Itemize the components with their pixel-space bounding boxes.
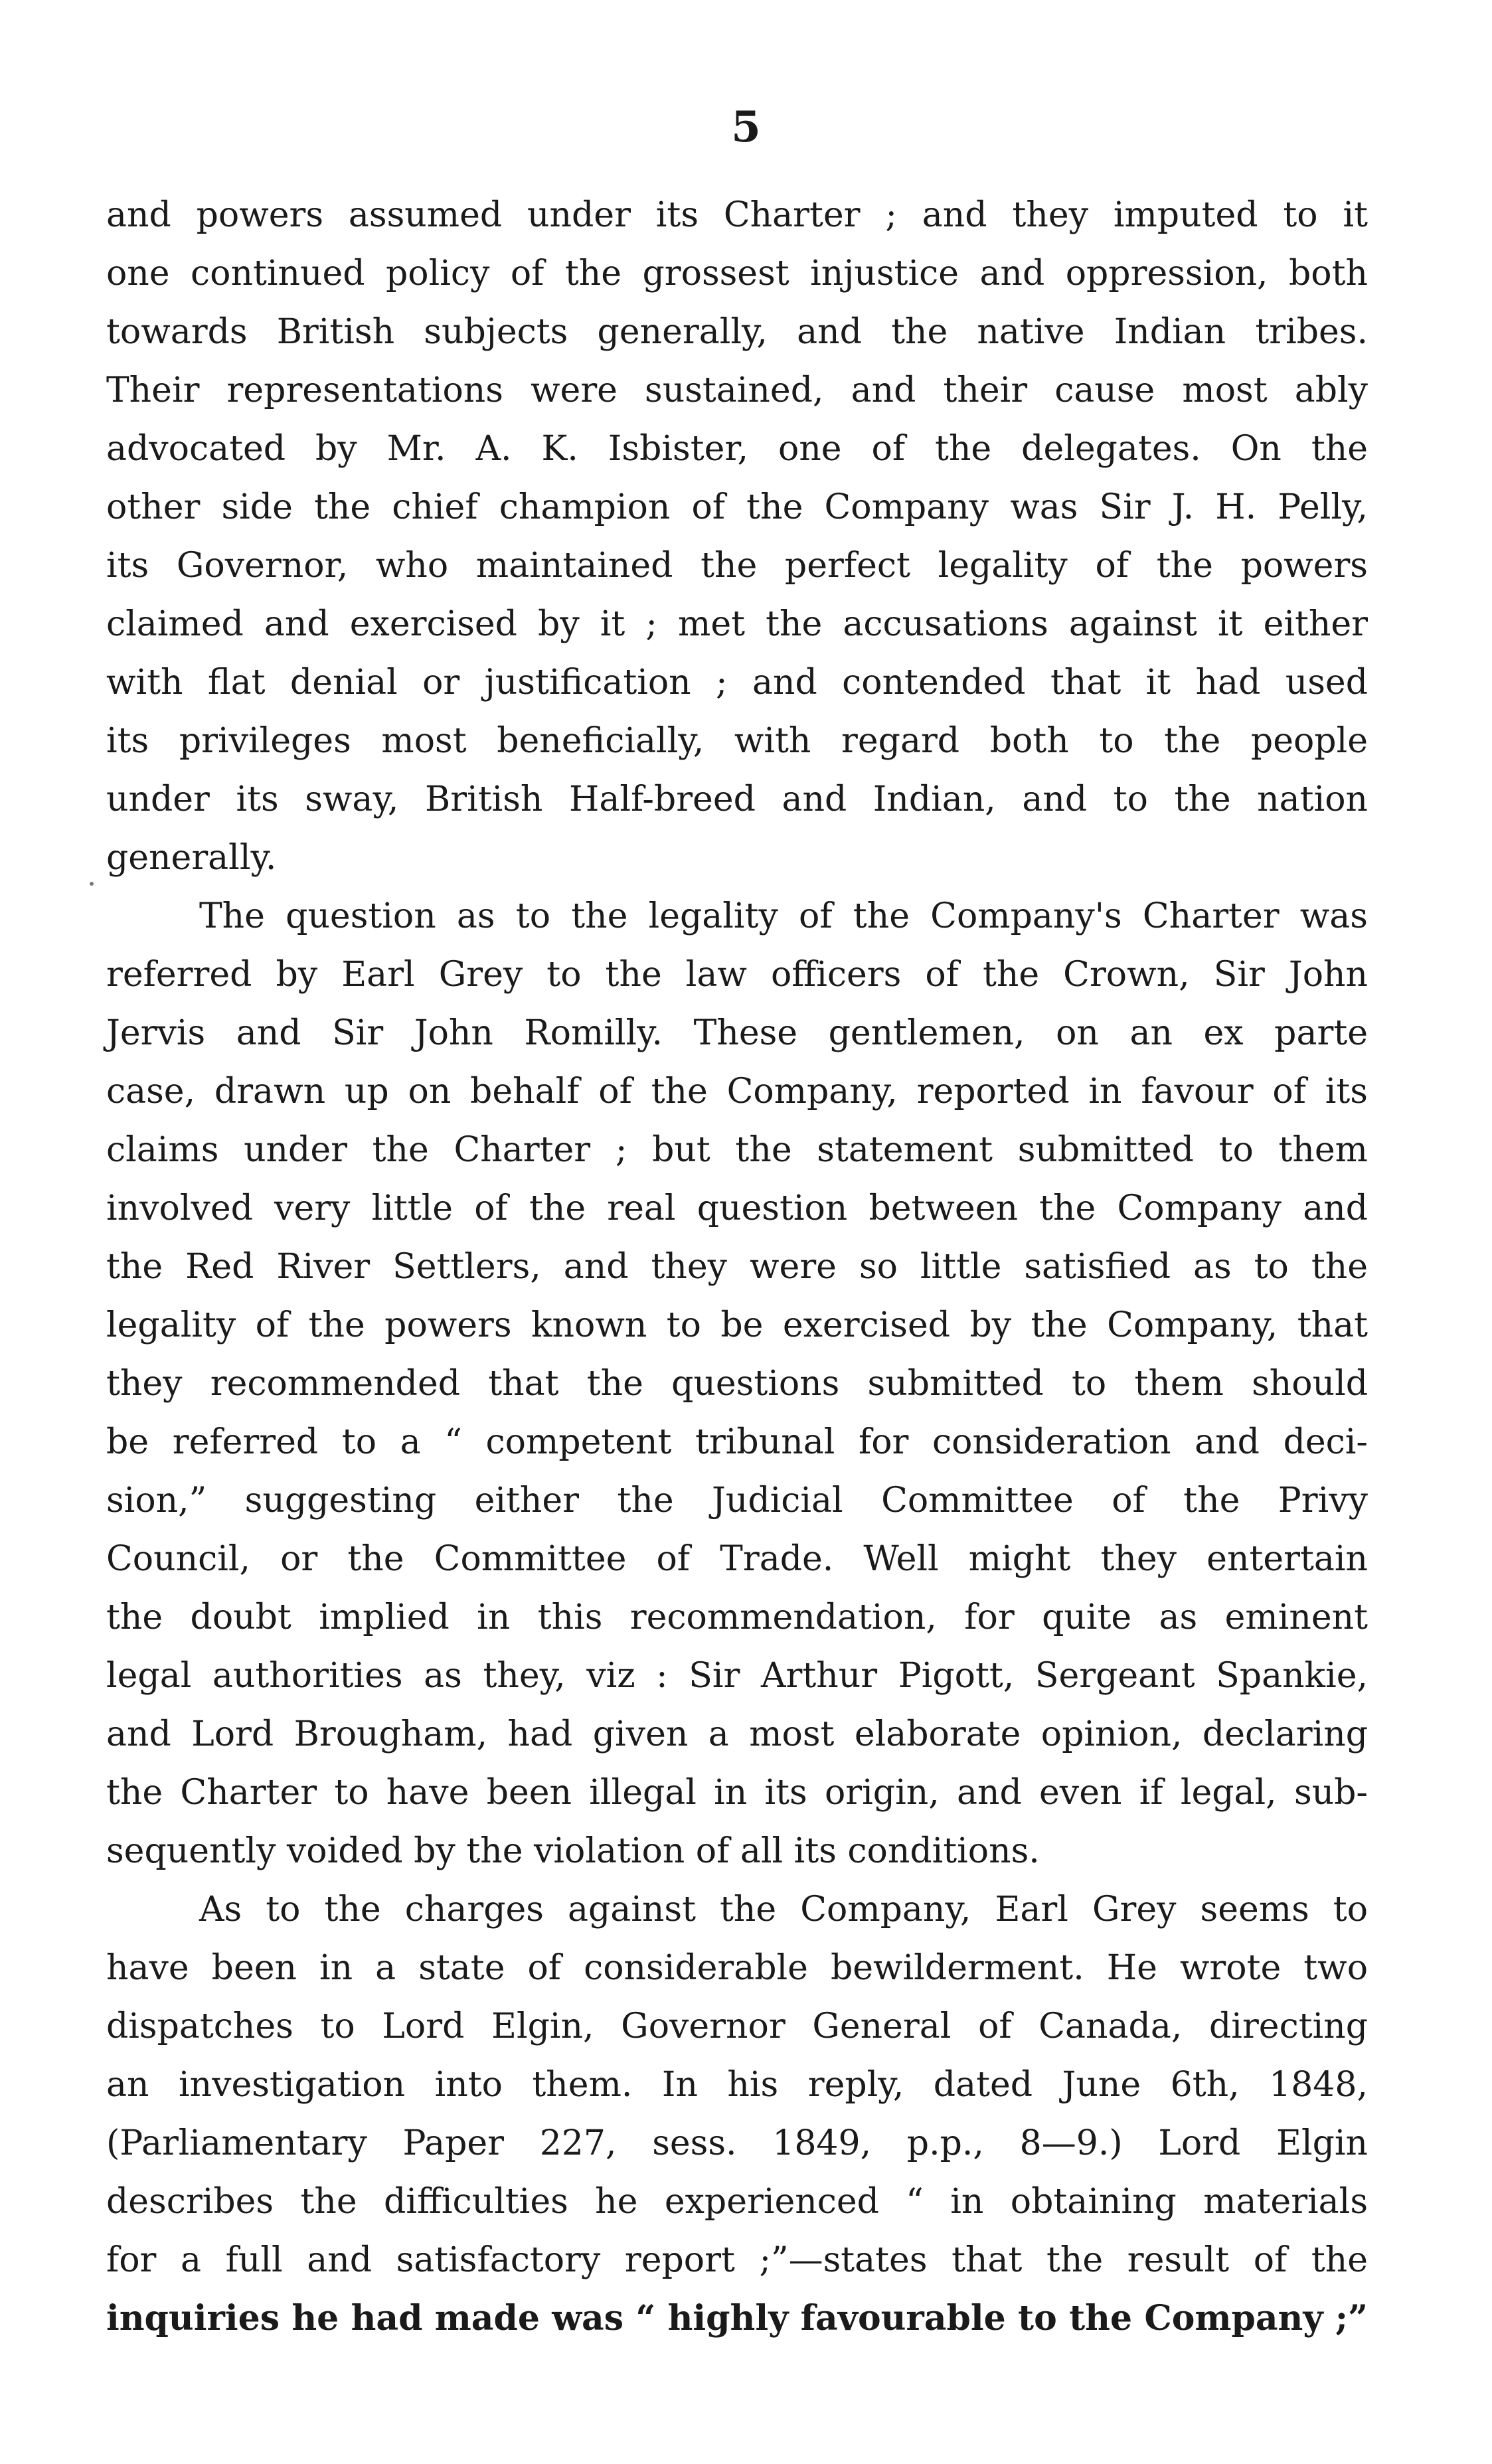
text-line: one continued policy of the grossest injustice and oppression, both — [106, 254, 1368, 293]
text-line: (Parliamentary Paper 227, sess. 1849, p.p., 8—9.) Lord Elgin — [106, 2123, 1368, 2163]
text-line: sion,” suggesting either the Judicial Committee of the Privy — [106, 1481, 1368, 1520]
text-line: the doubt implied in this recommendation, for quite as eminent — [106, 1598, 1368, 1637]
text-line: advocated by Mr. A. K. Isbister, one of the delegates. On the — [106, 429, 1368, 469]
text-line: Jervis and Sir John Romilly. These gentlemen, on an ex parte — [106, 1013, 1368, 1053]
text-line: sequently voided by the violation of all its conditions. — [106, 1831, 1040, 1871]
text-line: they recommended that the questions submitted to them should — [106, 1364, 1368, 1404]
text-line: its privileges most beneficially, with regard both to the people — [106, 721, 1368, 761]
text-line: dispatches to Lord Elgin, Governor General of Canada, directing — [106, 2007, 1368, 2046]
text-line: inquiries he had made was “ highly favourable to the Company ;” — [106, 2298, 1368, 2339]
text-line: its Governor, who maintained the perfect legality of the powers — [106, 546, 1368, 586]
text-line: the Red River Settlers, and they were so little satisfied as to the — [106, 1247, 1368, 1287]
text-line: have been in a state of considerable bewilderment. He wrote two — [106, 1948, 1368, 1988]
text-line: with flat denial or justification ; and contended that it had used — [106, 663, 1368, 702]
text-line: legal authorities as they, viz : Sir Arthur Pigott, Sergeant Spankie, — [106, 1656, 1368, 1696]
text-line: Council, or the Committee of Trade. Well might they entertain — [106, 1539, 1368, 1579]
text-line: describes the difficulties he experienced “ in obtaining materials — [106, 2182, 1368, 2222]
text-line: other side the chief champion of the Company was Sir J. H. Pelly, — [106, 487, 1368, 527]
stray-ink-mark — [90, 882, 94, 886]
text-line: Their representations were sustained, and their cause most ably — [106, 370, 1368, 410]
text-line: The question as to the legality of the Company's Charter was — [199, 896, 1368, 936]
text-line: under its sway, British Half-breed and Indian, and to the nation — [106, 780, 1368, 819]
text-line: for a full and satisfactory report ;”—states that the result of the — [106, 2240, 1368, 2280]
text-line: involved very little of the real question between the Company and — [106, 1189, 1368, 1228]
page-number: 5 — [731, 102, 761, 152]
text-line: claims under the Charter ; but the statement submitted to them — [106, 1130, 1368, 1170]
text-line: an investigation into them. In his reply, dated June 6th, 1848, — [106, 2065, 1368, 2105]
text-line: As to the charges against the Company, Earl Grey seems to — [199, 1890, 1368, 1930]
text-line: and Lord Brougham, had given a most elaborate opinion, declaring — [106, 1714, 1368, 1754]
text-line: be referred to a “ competent tribunal for consideration and deci- — [106, 1422, 1368, 1462]
text-line: claimed and exercised by it ; met the accusations against it either — [106, 604, 1368, 644]
text-line: and powers assumed under its Charter ; and they imputed to it — [106, 195, 1368, 235]
text-line: towards British subjects generally, and the native Indian tribes. — [106, 312, 1368, 352]
text-line: generally. — [106, 838, 277, 878]
text-line: referred by Earl Grey to the law officers of the Crown, Sir John — [106, 955, 1368, 995]
body-text — [106, 186, 1368, 2348]
text-line: the Charter to have been illegal in its origin, and even if legal, sub- — [106, 1773, 1368, 1813]
text-line: legality of the powers known to be exercised by the Company, that — [106, 1305, 1368, 1345]
text-line: case, drawn up on behalf of the Company, reported in favour of its — [106, 1072, 1368, 1111]
